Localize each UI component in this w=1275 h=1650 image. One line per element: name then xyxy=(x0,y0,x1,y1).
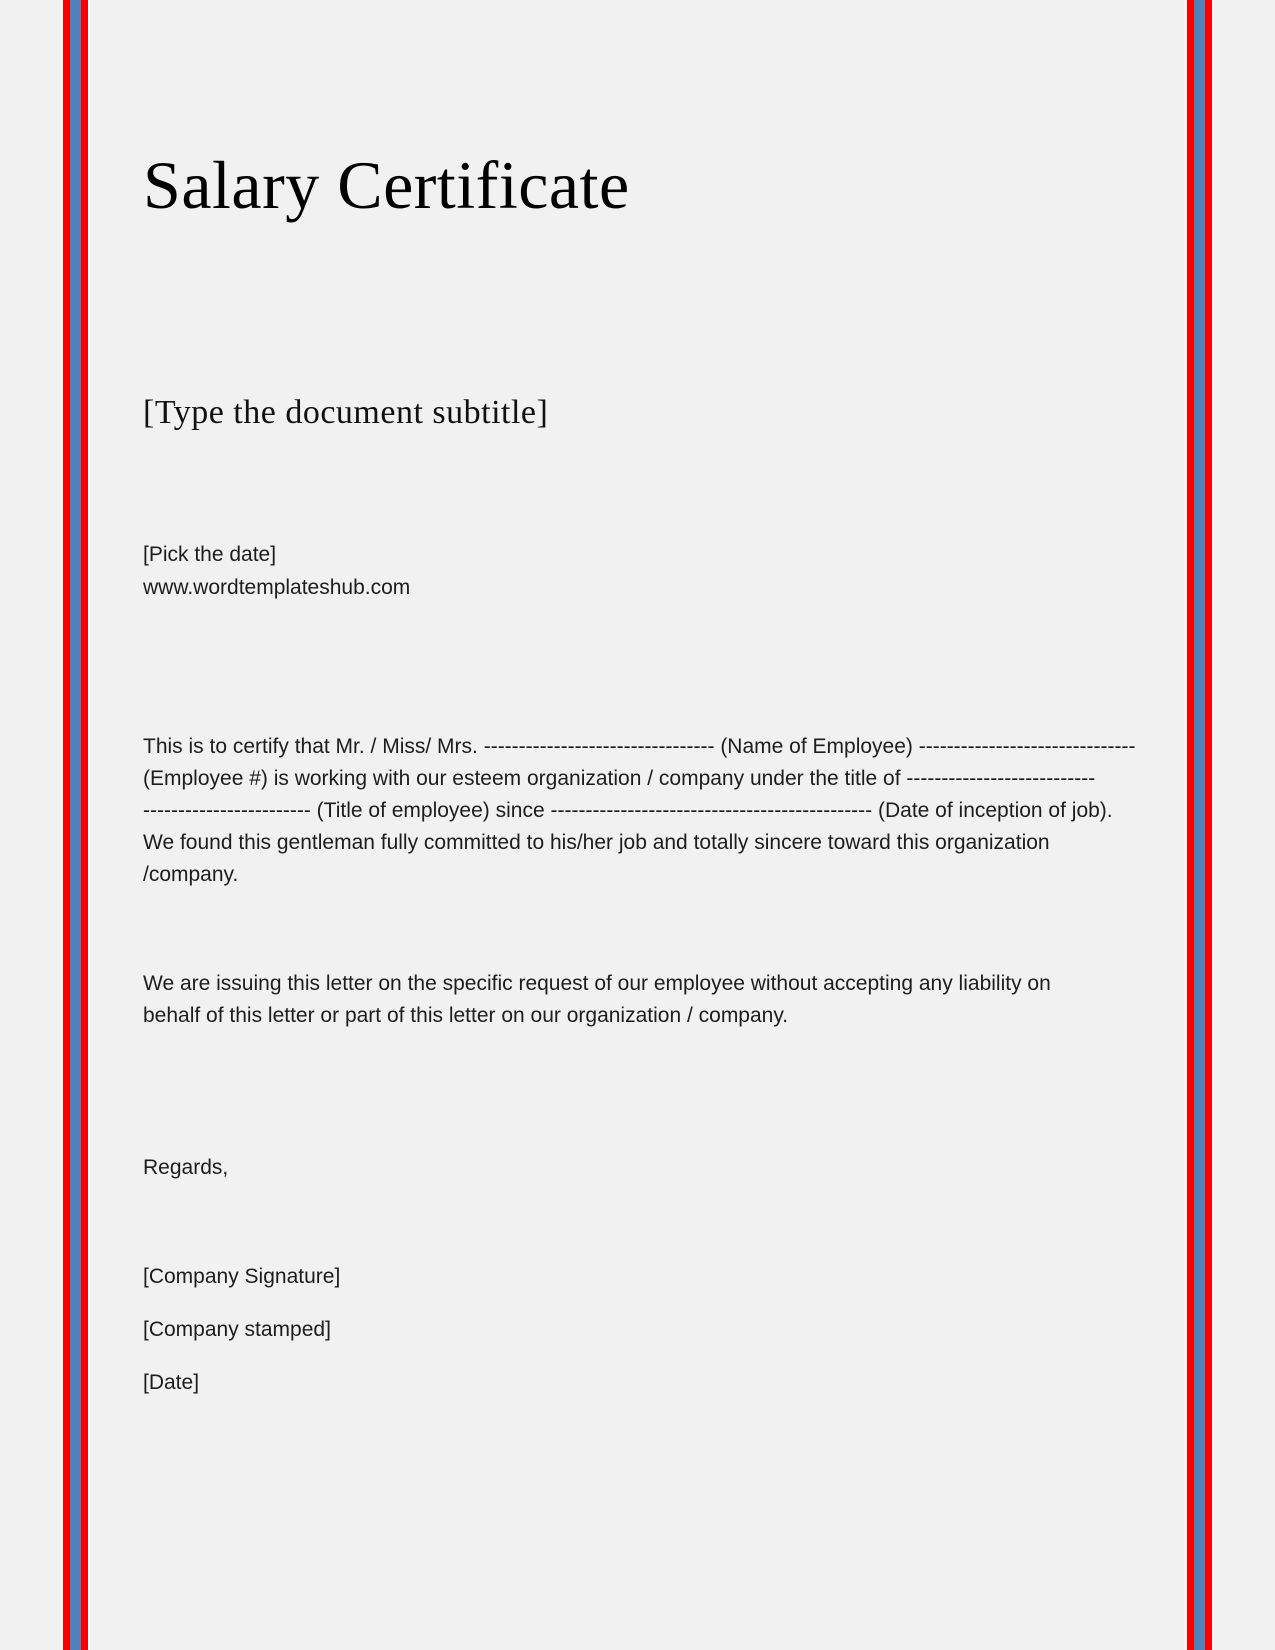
company-stamped-placeholder: [Company stamped] xyxy=(143,1318,331,1341)
certification-line-3: ------------------------ (Title of employee) since ---------------------------------------------- (Date of inception of job). xyxy=(143,799,1113,822)
certification-paragraph xyxy=(143,731,1153,891)
liability-paragraph xyxy=(143,968,1153,1032)
date-website-block xyxy=(143,538,410,604)
document-subtitle: [Type the document subtitle] xyxy=(143,394,549,431)
certification-line-1: This is to certify that Mr. / Miss/ Mrs. --------------------------------- (Name of Employee) ------------------------------- xyxy=(143,735,1136,758)
pick-date-placeholder: [Pick the date] xyxy=(143,543,277,566)
date-signoff-placeholder: [Date] xyxy=(143,1371,200,1394)
left-border-stripe xyxy=(61,0,90,1650)
right-stripe-red-outer xyxy=(1205,0,1212,1650)
liability-line-1: We are issuing this letter on the specific request of our employee without accepting any liability on xyxy=(143,972,1051,995)
company-signature-placeholder: [Company Signature] xyxy=(143,1265,341,1288)
certification-line-2: (Employee #) is working with our esteem organization / company under the title of --------------------------- xyxy=(143,767,1096,790)
right-stripe-red-inner xyxy=(1187,0,1194,1650)
document-title: Salary Certificate xyxy=(143,147,630,223)
liability-line-2: behalf of this letter or part of this letter on our organization / company. xyxy=(143,1004,789,1027)
certification-line-4: We found this gentleman fully committed to his/her job and totally sincere toward this organization xyxy=(143,831,1050,854)
left-stripe-blue xyxy=(70,0,81,1650)
left-stripe-red-inner xyxy=(81,0,88,1650)
right-border-stripe xyxy=(1185,0,1214,1650)
right-stripe-blue xyxy=(1194,0,1205,1650)
certification-line-5: /company. xyxy=(143,863,239,886)
left-stripe-red-outer xyxy=(63,0,70,1650)
regards-text: Regards, xyxy=(143,1156,229,1179)
website-url: www.wordtemplateshub.com xyxy=(143,576,411,599)
